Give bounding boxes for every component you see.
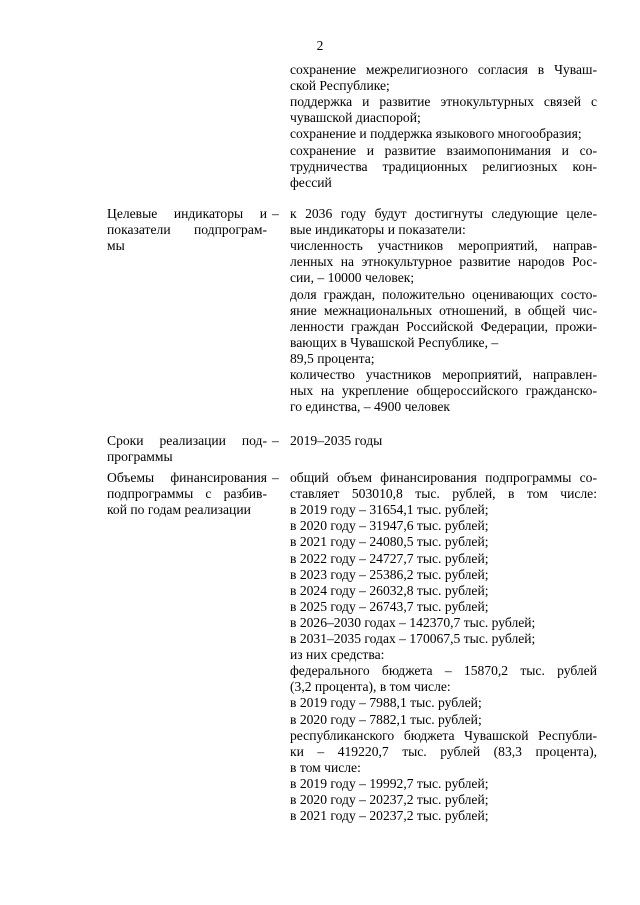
section-content-line — [290, 254, 597, 270]
section-content-line — [290, 367, 597, 383]
section-content-line-text: 2019–2035 годы — [290, 433, 383, 448]
section-content-line — [290, 744, 597, 760]
section-content-line-text: в 2024 году – 26032,8 тыс. рублей; — [290, 582, 489, 598]
section-content-line-text: в 2021 году – 20237,2 тыс. рублей; — [290, 808, 489, 824]
continuation-line — [290, 110, 597, 126]
continuation-line-text: сохранение межрелигиозного согласия в Чуваш- — [290, 62, 597, 77]
section-content-line-text: доля граждан, положительно оценивающих состо- — [290, 286, 597, 302]
section-content-line-text: в 2019 году – 31654,1 тыс. рублей; — [290, 502, 489, 518]
page-number: 2 — [316, 38, 324, 53]
section-label-line-text: показатели подпрограм- — [107, 222, 267, 238]
section-content-line — [290, 663, 597, 679]
section-content-line — [290, 631, 597, 647]
section-label-line-text: Объемы финансирования — [107, 470, 267, 485]
section-content-line — [290, 518, 597, 534]
section-label-line — [107, 470, 267, 486]
section-content-line-text: из них средства: — [290, 647, 385, 663]
section-content-line-text: в 2020 году – 31947,6 тыс. рублей; — [290, 518, 489, 534]
section-content-line-text: к 2036 году будут достигнуты следующие целе- — [290, 206, 597, 221]
section-content-line — [290, 551, 597, 567]
section-content-line-text: яние межнациональных отношений, в общей чис- — [290, 302, 597, 318]
continuation-line-text: фессий — [290, 174, 332, 190]
section-label-line — [107, 449, 267, 465]
section-content-line-text: федерального бюджета – 15870,2 тыс. рублей — [290, 663, 597, 679]
section-content-line-text: численность участников мероприятий, направ- — [290, 238, 597, 254]
section-content-line — [290, 760, 597, 776]
section-content-line — [290, 534, 597, 550]
section-content-line — [290, 583, 597, 599]
section-content-line — [290, 599, 597, 615]
continuation-line — [290, 159, 597, 175]
section-label-line — [107, 433, 267, 449]
section-content-line — [290, 792, 597, 808]
continuation-line-text: поддержка и развитие этнокультурных связей с — [290, 94, 597, 110]
section-content-line-text: го единства, – 4900 человек — [290, 399, 451, 415]
section-content-line-text: в 2026–2030 годах – 142370,7 тыс. рублей; — [290, 614, 536, 630]
section-content-line — [290, 433, 597, 449]
section-content-line — [290, 776, 597, 792]
section-content-line-text: в 2022 году – 24727,7 тыс. рублей; — [290, 550, 489, 566]
section-dash — [272, 433, 279, 449]
section-content-line-text: вающих в Чувашской Республике, – — [290, 334, 499, 350]
section-label-line-text: подпрограммы с разбив- — [107, 486, 267, 502]
section-content-line — [290, 808, 597, 824]
section-dash-text: – — [272, 433, 279, 448]
section-content-line-text: ных на укрепление общероссийского гражданско- — [290, 383, 597, 399]
section-content-line-text: в 2025 году – 26743,7 тыс. рублей; — [290, 598, 489, 614]
section-content-line-text: в 2031–2035 годах – 170067,5 тыс. рублей; — [290, 631, 536, 646]
section-content-line — [290, 222, 597, 238]
continuation-line-text: чувашской диаспорой; — [290, 110, 421, 126]
section-content-line — [290, 303, 597, 319]
section-label-line-text: Целевые индикаторы и — [107, 206, 267, 221]
section-content-line-text: в 2020 году – 7882,1 тыс. рублей; — [290, 711, 482, 727]
continuation-line-text: сохранение и поддержка языкового многообразия; — [290, 126, 582, 142]
section-content-line — [290, 470, 597, 486]
continuation-line — [290, 78, 597, 94]
section-label-line-text: мы — [107, 238, 125, 254]
continuation-line — [290, 126, 597, 142]
section-content-line — [290, 319, 597, 335]
continuation-line — [290, 143, 597, 159]
section-label-line — [107, 206, 267, 222]
section-content-line — [290, 728, 597, 744]
section-content-line — [290, 270, 597, 286]
section-content-line-text: ленности граждан Российской Федерации, прожи- — [290, 318, 597, 334]
section-content-line — [290, 647, 597, 663]
section-label-line — [107, 222, 267, 238]
section-label-line — [107, 502, 267, 518]
section-content-line — [290, 486, 597, 502]
section-dash-text: – — [272, 470, 279, 485]
section-content-line — [290, 567, 597, 583]
section-content-line-text: вые индикаторы и показатели: — [290, 222, 466, 238]
continuation-line — [290, 94, 597, 110]
section-content-line — [290, 383, 597, 399]
continuation-line-text: трудничества традиционных религиозных кон- — [290, 158, 597, 174]
section-content-line-text: в 2023 году – 25386,2 тыс. рублей; — [290, 566, 489, 582]
section-content-line-text: ки – 419220,7 тыс. рублей (83,3 процента), — [290, 743, 597, 759]
section-label-line — [107, 238, 267, 254]
section-content-line — [290, 351, 597, 367]
section-label-line-text: программы — [107, 449, 173, 465]
continuation-line — [290, 175, 597, 191]
section-content-line-text: сии, – 10000 человек; — [290, 270, 415, 286]
section-content-line-text: (3,2 процента), в том числе: — [290, 679, 451, 695]
section-dash — [272, 206, 279, 222]
section-content-line — [290, 287, 597, 303]
section-content-line — [290, 695, 597, 711]
section-content-line-text: ленных на этнокультурное развитие народов Рос- — [290, 254, 597, 270]
section-content-line-text: количество участников мероприятий, направлен- — [290, 367, 597, 382]
section-content-line — [290, 335, 597, 351]
section-content-line-text: ставляет 503010,8 тыс. рублей, в том числе: — [290, 486, 597, 502]
continuation-line-text: сохранение и развитие взаимопонимания и со- — [290, 142, 597, 158]
section-label-line — [107, 486, 267, 502]
section-content-line — [290, 206, 597, 222]
section-content-line-text: в 2020 году – 20237,2 тыс. рублей; — [290, 792, 489, 807]
section-label-line-text: Сроки реализации под- — [107, 433, 267, 448]
section-content-line-text: в том числе: — [290, 759, 361, 775]
section-content-line — [290, 238, 597, 254]
section-content-line-text: республиканского бюджета Чувашской Республи- — [290, 727, 597, 743]
section-content-line-text: в 2021 году – 24080,5 тыс. рублей; — [290, 534, 489, 550]
continuation-line-text: ской Республике; — [290, 78, 390, 94]
section-content-line-text: в 2019 году – 7988,1 тыс. рублей; — [290, 695, 482, 711]
section-content-line — [290, 502, 597, 518]
section-content-line — [290, 712, 597, 728]
continuation-line — [290, 62, 597, 78]
section-label-line-text: кой по годам реализации — [107, 502, 251, 518]
section-content-line-text: 89,5 процента; — [290, 350, 375, 366]
section-dash — [272, 470, 279, 486]
section-content-line — [290, 615, 597, 631]
section-content-line — [290, 679, 597, 695]
section-dash-text: – — [272, 206, 279, 221]
section-content-line — [290, 399, 597, 415]
section-content-line-text: общий объем финансирования подпрограммы со- — [290, 470, 597, 485]
section-content-line-text: в 2019 году – 19992,7 тыс. рублей; — [290, 775, 489, 791]
